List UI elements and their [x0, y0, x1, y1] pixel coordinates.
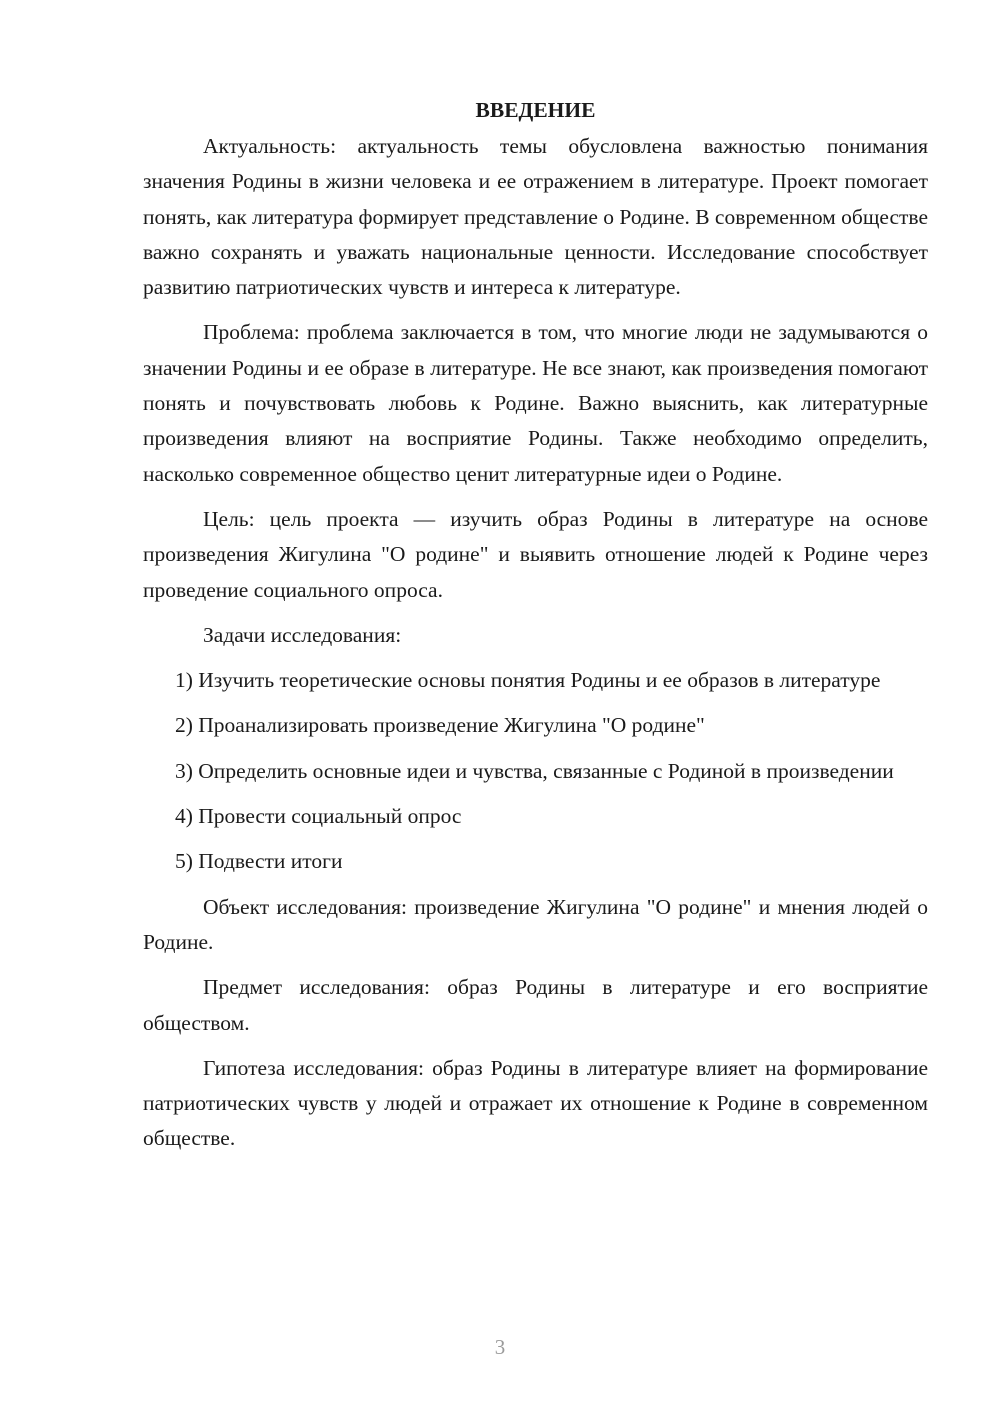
paragraph-object: Объект исследования: произведение Жигулина "О родине" и мнения людей о Родине.: [143, 894, 928, 954]
paragraph-problem: Проблема: проблема заключается в том, что многие люди не задумываются о значении Родины и ее образе в литературе. Не все знают, как произведения помогают понять и почувствовать любовь к Родине. Важно выяснить, как литературные произведения влияют на восприятие Родины. Также необходимо определить, насколько современное общество ценит литературные идеи о Родине.: [143, 320, 928, 486]
task-item-1: 1) Изучить теоретические основы понятия Родины и ее образов в литературе: [175, 668, 881, 693]
task-item-3: 3) Определить основные идеи и чувства, связанные с Родиной в произведении: [175, 758, 894, 783]
task-item-4: 4) Провести социальный опрос: [175, 804, 462, 829]
document-body: [143, 95, 928, 1167]
paragraph-hypothesis: Гипотеза исследования: образ Родины в литературе влияет на формирование патриотических чувств у людей и отражает их отношение к Родине в современном обществе.: [143, 1055, 928, 1151]
paragraph-goal: Цель: цель проекта — изучить образ Родины в литературе на основе произведения Жигулина "О родине" и выявить отношение людей к Родине через проведение социального опроса.: [143, 506, 928, 602]
page-number: 3: [494, 1335, 506, 1359]
task-item-2: 2) Проанализировать произведение Жигулина "О родине": [175, 713, 705, 738]
paragraph-tasks-heading: Задачи исследования:: [203, 622, 402, 647]
task-item-5: 5) Подвести итоги: [175, 849, 343, 874]
section-heading: ВВЕДЕНИЕ: [475, 98, 596, 122]
paragraph-subject: Предмет исследования: образ Родины в литературе и его восприятие обществом.: [143, 975, 928, 1035]
paragraph-relevance: Актуальность: актуальность темы обусловлена важностью понимания значения Родины в жизни человека и ее отражением в литературе. Проект помогает понять, как литература формирует представление о Родине. В современном обществе важно сохранять и уважать национальные ценности. Исследование способствует развитию патриотических чувств и интереса к литературе.: [143, 134, 928, 300]
